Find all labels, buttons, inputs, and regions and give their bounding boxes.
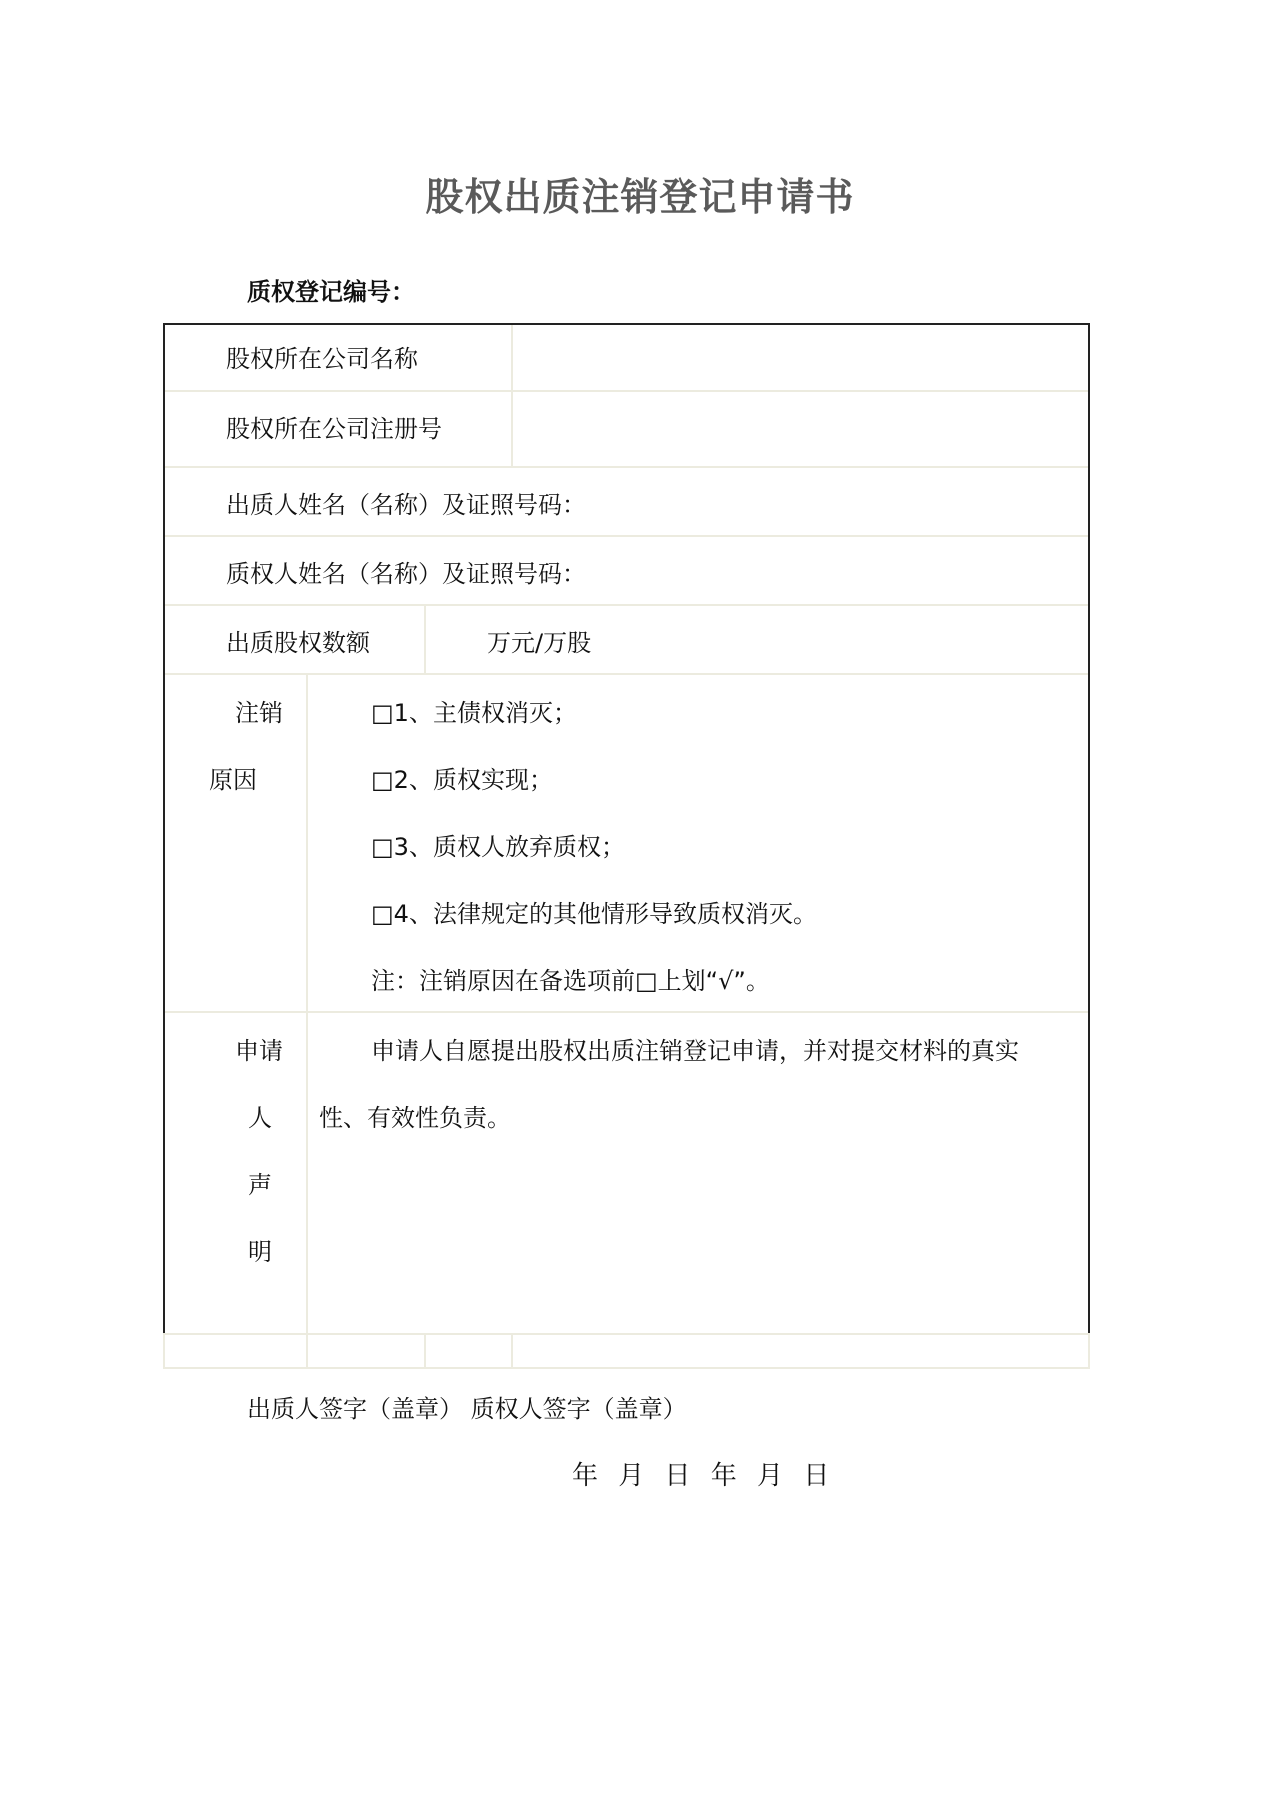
signature-date-line: 年 月 日 年 月 日 [572,1461,836,1491]
row-divider [165,466,1088,468]
cancel-option-1: □1、主债权消灭； [371,699,577,727]
column-divider [163,1333,165,1367]
company-name-label: 股权所在公司名称 [226,345,418,373]
column-divider [424,1333,426,1367]
cancel-option-2: □2、质权实现； [371,766,553,794]
pledgee-label: 质权人姓名（名称）及证照号码： [226,560,586,588]
row-divider [163,1333,1090,1335]
document-title: 股权出质注销登记申请书 [425,175,855,219]
cancel-reason-label-line2: 原因 [209,766,257,794]
pledgor-label: 出质人姓名（名称）及证照号码： [226,491,586,519]
cancel-option-4: □4、法律规定的其他情形导致质权消灭。 [371,900,817,928]
signature-line: 出质人签字（盖章） 质权人签字（盖章） [247,1395,687,1423]
registration-number-label: 质权登记编号： [247,278,415,306]
pledged-amount-label: 出质股权数额 [226,629,370,657]
cancel-reason-note: 注：注销原因在备选项前□上划“√”。 [371,967,770,995]
column-divider [1088,1333,1090,1367]
table-top-border [163,323,1090,325]
row-divider [163,1367,1090,1369]
table-left-border [163,323,165,1336]
declaration-label-char: 声 [248,1171,272,1199]
row-divider [165,604,1088,606]
cancel-option-3: □3、质权人放弃质权； [371,833,625,861]
declaration-text-line2: 性、有效性负责。 [319,1104,511,1132]
column-divider [306,673,308,1367]
declaration-label-char: 人 [248,1104,272,1132]
row-divider [165,1011,1088,1013]
declaration-label-char: 申请 [235,1037,283,1065]
row-divider [165,673,1088,675]
table-right-border [1088,323,1090,1336]
pledged-amount-unit: 万元/万股 [487,629,592,657]
row-divider [165,390,1088,392]
column-divider [511,325,513,466]
row-divider [165,535,1088,537]
column-divider [511,1333,513,1367]
declaration-label-char: 明 [248,1238,272,1266]
company-registration-number-label: 股权所在公司注册号 [226,415,442,443]
cancel-reason-label-line1: 注销 [235,699,283,727]
column-divider [424,604,426,673]
declaration-text-line1: 申请人自愿提出股权出质注销登记申请，并对提交材料的真实 [371,1037,1019,1065]
